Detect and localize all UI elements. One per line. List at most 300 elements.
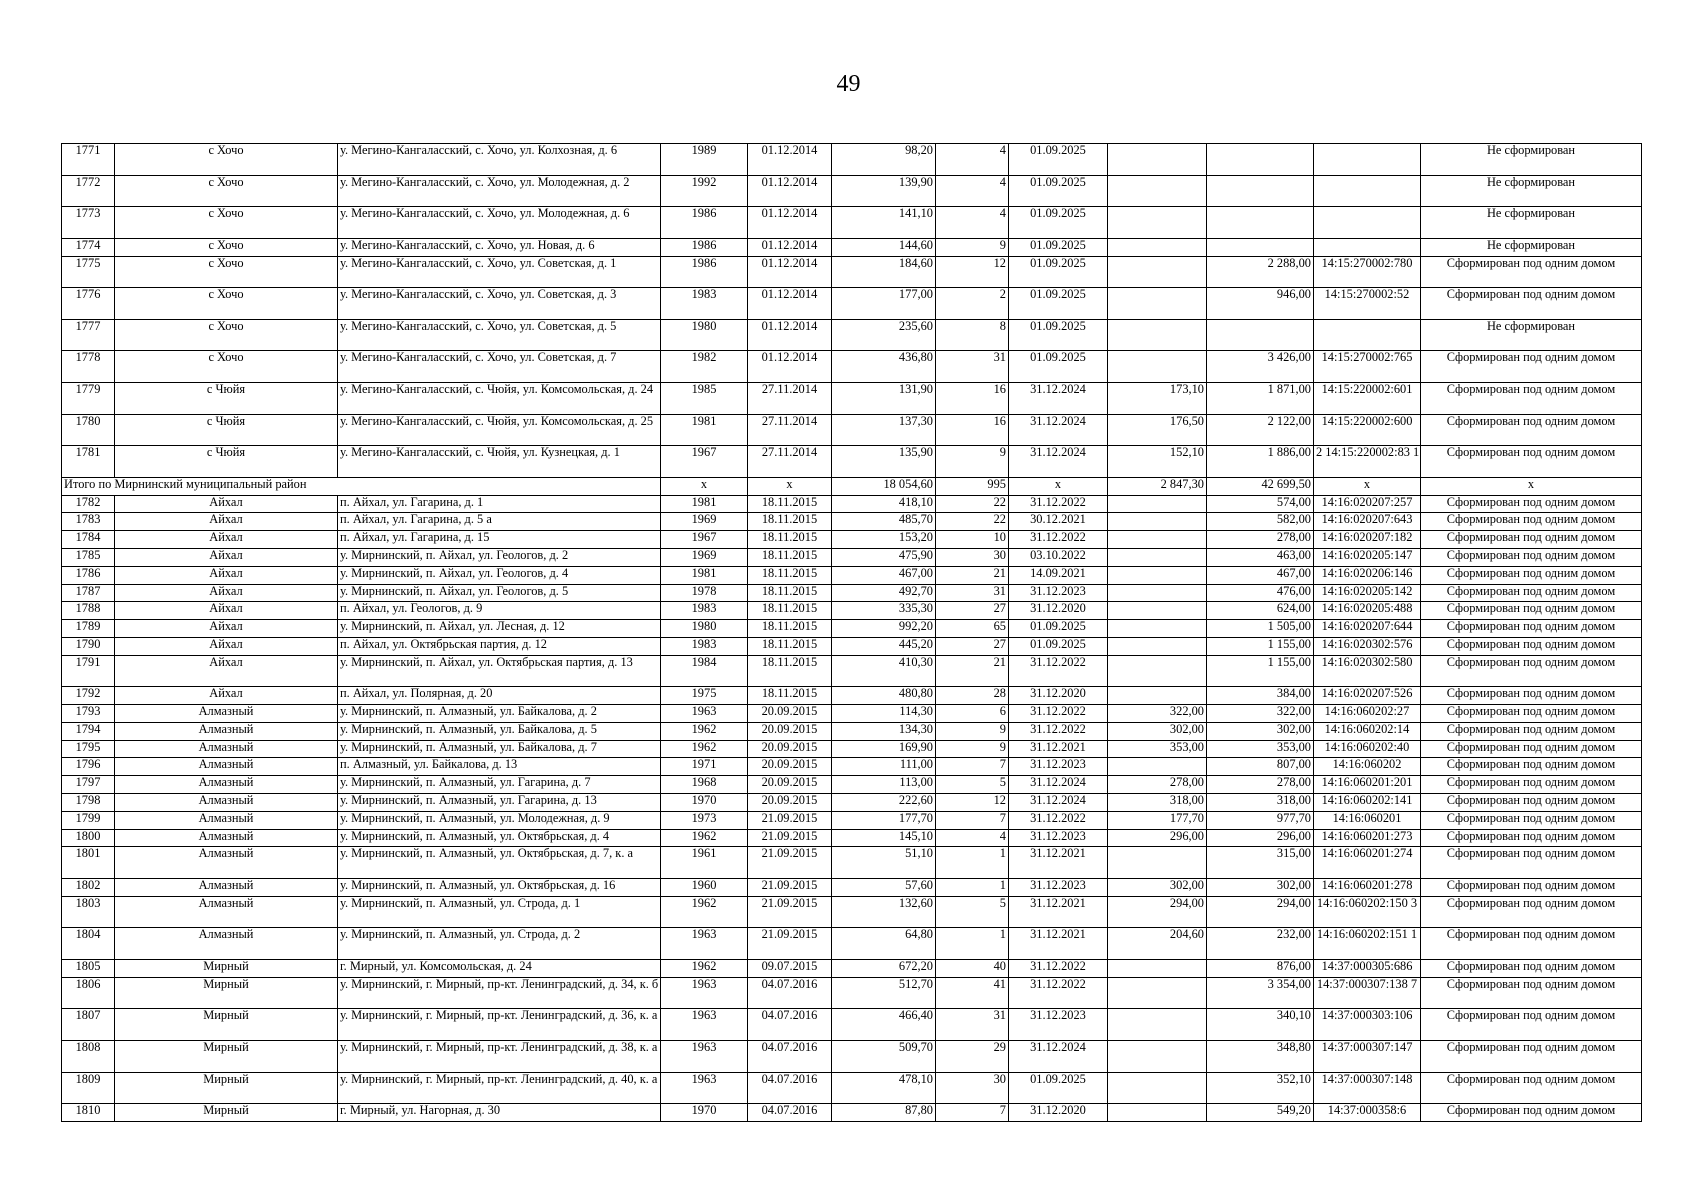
area-cell: 98,20: [832, 144, 936, 176]
status-cell: Сформирован под одним домом: [1421, 896, 1642, 928]
date-cell: 18.11.2015: [748, 620, 832, 638]
cost-cell: 463,00: [1207, 548, 1314, 566]
date-cell: 20.09.2015: [748, 722, 832, 740]
cadastral-number-cell: [1314, 238, 1421, 256]
settlement-cell: Айхал: [115, 548, 338, 566]
status-cell: Сформирован под одним домом: [1421, 1104, 1642, 1122]
land-area-cell: [1108, 495, 1207, 513]
table-row: [62, 687, 1642, 705]
row-number-cell: 1782: [62, 495, 115, 513]
total-cost-cell: 42 699,50: [1207, 477, 1314, 495]
row-number-cell: 1779: [62, 382, 115, 414]
cadastral-number-cell: 14:37:000358:6: [1314, 1104, 1421, 1122]
land-area-cell: [1108, 144, 1207, 176]
address-cell: у. Мегино-Кангаласский, с. Хочо, ул. Советская, д. 1: [338, 256, 661, 288]
table-row: [62, 144, 1642, 176]
date-cell: 20.09.2015: [748, 758, 832, 776]
year-built-cell: 1963: [661, 1041, 748, 1073]
settlement-cell: Айхал: [115, 655, 338, 687]
cost-cell: 549,20: [1207, 1104, 1314, 1122]
year-built-cell: 1986: [661, 207, 748, 239]
year-built-cell: 1962: [661, 829, 748, 847]
cadastral-number-cell: 14:16:060201:274: [1314, 847, 1421, 879]
residents-cell: 30: [936, 1072, 1009, 1104]
cadastral-number-cell: 14:15:270002:765: [1314, 351, 1421, 383]
cadastral-number-cell: 14:16:060202:14: [1314, 722, 1421, 740]
deadline-cell: 31.12.2020: [1009, 602, 1108, 620]
address-cell: у. Мегино-Кангаласский, с. Чюйя, ул. Комсомольская, д. 24: [338, 382, 661, 414]
residents-cell: 16: [936, 382, 1009, 414]
address-cell: п. Айхал, ул. Гагарина, д. 5 а: [338, 513, 661, 531]
land-area-cell: [1108, 584, 1207, 602]
deadline-cell: 31.12.2024: [1009, 382, 1108, 414]
cadastral-number-cell: 14:16:060202: [1314, 758, 1421, 776]
deadline-cell: 01.09.2025: [1009, 207, 1108, 239]
year-built-cell: 1962: [661, 896, 748, 928]
row-number-cell: 1783: [62, 513, 115, 531]
deadline-cell: 31.12.2023: [1009, 584, 1108, 602]
year-built-cell: 1986: [661, 238, 748, 256]
residents-cell: 40: [936, 960, 1009, 978]
year-built-cell: 1963: [661, 1072, 748, 1104]
land-area-cell: 278,00: [1108, 776, 1207, 794]
address-cell: п. Алмазный, ул. Байкалова, д. 13: [338, 758, 661, 776]
cadastral-number-cell: 14:37:000307:138 7: [1314, 977, 1421, 1009]
status-cell: Сформирован под одним домом: [1421, 811, 1642, 829]
table-row: [62, 847, 1642, 879]
row-number-cell: 1784: [62, 531, 115, 549]
status-cell: Сформирован под одним домом: [1421, 584, 1642, 602]
date-cell: 27.11.2014: [748, 414, 832, 446]
land-area-cell: [1108, 175, 1207, 207]
housing-registry-table: [61, 143, 1642, 1122]
status-cell: Сформирован под одним домом: [1421, 722, 1642, 740]
row-number-cell: 1772: [62, 175, 115, 207]
date-cell: 21.09.2015: [748, 811, 832, 829]
residents-cell: 5: [936, 776, 1009, 794]
cadastral-number-cell: 14:37:000307:148: [1314, 1072, 1421, 1104]
cost-cell: 315,00: [1207, 847, 1314, 879]
cost-cell: 582,00: [1207, 513, 1314, 531]
residents-cell: 7: [936, 758, 1009, 776]
cadastral-number-cell: 14:16:060201: [1314, 811, 1421, 829]
total-year-cell: х: [661, 477, 748, 495]
cadastral-number-cell: 14:16:020302:576: [1314, 637, 1421, 655]
deadline-cell: 31.12.2020: [1009, 1104, 1108, 1122]
area-cell: 222,60: [832, 794, 936, 812]
settlement-cell: Айхал: [115, 584, 338, 602]
address-cell: у. Мирнинский, п. Алмазный, ул. Строда, д. 1: [338, 896, 661, 928]
page-number: 49: [836, 71, 861, 97]
residents-cell: 27: [936, 637, 1009, 655]
residents-cell: 22: [936, 495, 1009, 513]
deadline-cell: 01.09.2025: [1009, 256, 1108, 288]
settlement-cell: с Хочо: [115, 351, 338, 383]
deadline-cell: 31.12.2024: [1009, 414, 1108, 446]
total-land-area-cell: 2 847,30: [1108, 477, 1207, 495]
address-cell: у. Мегино-Кангаласский, с. Хочо, ул. Советская, д. 3: [338, 288, 661, 320]
area-cell: 134,30: [832, 722, 936, 740]
table-row: [62, 175, 1642, 207]
area-cell: 131,90: [832, 382, 936, 414]
residents-cell: 21: [936, 566, 1009, 584]
land-area-cell: [1108, 637, 1207, 655]
settlement-cell: Мирный: [115, 1072, 338, 1104]
area-cell: 169,90: [832, 740, 936, 758]
date-cell: 01.12.2014: [748, 319, 832, 351]
cost-cell: 1 155,00: [1207, 637, 1314, 655]
residents-cell: 12: [936, 256, 1009, 288]
total-status-cell: х: [1421, 477, 1642, 495]
year-built-cell: 1983: [661, 637, 748, 655]
date-cell: 18.11.2015: [748, 566, 832, 584]
row-number-cell: 1777: [62, 319, 115, 351]
total-label: Итого по Мирнинский муниципальный район: [62, 477, 661, 495]
cadastral-number-cell: 14:16:020207:182: [1314, 531, 1421, 549]
date-cell: 01.12.2014: [748, 256, 832, 288]
status-cell: Сформирован под одним домом: [1421, 288, 1642, 320]
deadline-cell: 31.12.2020: [1009, 687, 1108, 705]
deadline-cell: 31.12.2022: [1009, 977, 1108, 1009]
cadastral-number-cell: 14:16:020205:147: [1314, 548, 1421, 566]
table-row: [62, 288, 1642, 320]
land-area-cell: [1108, 960, 1207, 978]
date-cell: 18.11.2015: [748, 687, 832, 705]
cadastral-number-cell: 14:16:020302:580: [1314, 655, 1421, 687]
date-cell: 09.07.2015: [748, 960, 832, 978]
year-built-cell: 1971: [661, 758, 748, 776]
residents-cell: 9: [936, 238, 1009, 256]
table-row: [62, 829, 1642, 847]
year-built-cell: 1978: [661, 584, 748, 602]
row-number-cell: 1793: [62, 705, 115, 723]
address-cell: у. Мирнинский, п. Айхал, ул. Геологов, д. 4: [338, 566, 661, 584]
area-cell: 57,60: [832, 879, 936, 897]
status-cell: Сформирован под одним домом: [1421, 847, 1642, 879]
address-cell: у. Мегино-Кангаласский, с. Чюйя, ул. Комсомольская, д. 25: [338, 414, 661, 446]
land-area-cell: [1108, 1041, 1207, 1073]
row-number-cell: 1792: [62, 687, 115, 705]
year-built-cell: 1962: [661, 740, 748, 758]
settlement-cell: Алмазный: [115, 794, 338, 812]
cadastral-number-cell: 2 14:15:220002:83 1: [1314, 446, 1421, 478]
total-cadastral-cell: х: [1314, 477, 1421, 495]
year-built-cell: 1967: [661, 531, 748, 549]
date-cell: 04.07.2016: [748, 977, 832, 1009]
area-cell: 145,10: [832, 829, 936, 847]
cadastral-number-cell: [1314, 319, 1421, 351]
area-cell: 445,20: [832, 637, 936, 655]
status-cell: Сформирован под одним домом: [1421, 1009, 1642, 1041]
area-cell: 475,90: [832, 548, 936, 566]
area-cell: 672,20: [832, 960, 936, 978]
cadastral-number-cell: 14:16:020205:142: [1314, 584, 1421, 602]
area-cell: 436,80: [832, 351, 936, 383]
address-cell: п. Айхал, ул. Геологов, д. 9: [338, 602, 661, 620]
address-cell: у. Мегино-Кангаласский, с. Хочо, ул. Молодежная, д. 6: [338, 207, 661, 239]
row-number-cell: 1780: [62, 414, 115, 446]
table-row: [62, 382, 1642, 414]
status-cell: Сформирован под одним домом: [1421, 495, 1642, 513]
cost-cell: 322,00: [1207, 705, 1314, 723]
table-row: [62, 655, 1642, 687]
area-cell: 992,20: [832, 620, 936, 638]
table-row: [62, 879, 1642, 897]
year-built-cell: 1970: [661, 794, 748, 812]
status-cell: Сформирован под одним домом: [1421, 446, 1642, 478]
table-row: [62, 584, 1642, 602]
status-cell: Сформирован под одним домом: [1421, 740, 1642, 758]
date-cell: 04.07.2016: [748, 1104, 832, 1122]
residents-cell: 10: [936, 531, 1009, 549]
land-area-cell: [1108, 207, 1207, 239]
cost-cell: 476,00: [1207, 584, 1314, 602]
date-cell: 18.11.2015: [748, 513, 832, 531]
address-cell: г. Мирный, ул. Нагорная, д. 30: [338, 1104, 661, 1122]
row-number-cell: 1774: [62, 238, 115, 256]
land-area-cell: 296,00: [1108, 829, 1207, 847]
residents-cell: 2: [936, 288, 1009, 320]
table-row: [62, 740, 1642, 758]
status-cell: Сформирован под одним домом: [1421, 1041, 1642, 1073]
cadastral-number-cell: 14:37:000307:147: [1314, 1041, 1421, 1073]
residents-cell: 5: [936, 896, 1009, 928]
row-number-cell: 1788: [62, 602, 115, 620]
year-built-cell: 1981: [661, 414, 748, 446]
deadline-cell: 03.10.2022: [1009, 548, 1108, 566]
status-cell: Сформирован под одним домом: [1421, 655, 1642, 687]
land-area-cell: [1108, 1072, 1207, 1104]
address-cell: п. Айхал, ул. Гагарина, д. 1: [338, 495, 661, 513]
date-cell: 21.09.2015: [748, 928, 832, 960]
cost-cell: 302,00: [1207, 722, 1314, 740]
settlement-cell: с Чюйя: [115, 446, 338, 478]
date-cell: 21.09.2015: [748, 879, 832, 897]
status-cell: Сформирован под одним домом: [1421, 548, 1642, 566]
table-row: [62, 794, 1642, 812]
year-built-cell: 1981: [661, 495, 748, 513]
deadline-cell: 14.09.2021: [1009, 566, 1108, 584]
settlement-cell: с Хочо: [115, 288, 338, 320]
date-cell: 18.11.2015: [748, 548, 832, 566]
area-cell: 114,30: [832, 705, 936, 723]
deadline-cell: 31.12.2024: [1009, 446, 1108, 478]
cadastral-number-cell: 14:16:060202:151 1: [1314, 928, 1421, 960]
cadastral-number-cell: 14:15:220002:600: [1314, 414, 1421, 446]
land-area-cell: [1108, 620, 1207, 638]
cost-cell: [1207, 319, 1314, 351]
settlement-cell: Алмазный: [115, 928, 338, 960]
date-cell: 18.11.2015: [748, 584, 832, 602]
table-row: [62, 351, 1642, 383]
row-number-cell: 1794: [62, 722, 115, 740]
land-area-cell: 177,70: [1108, 811, 1207, 829]
land-area-cell: [1108, 655, 1207, 687]
cadastral-number-cell: 14:16:020206:146: [1314, 566, 1421, 584]
deadline-cell: 31.12.2024: [1009, 794, 1108, 812]
cadastral-number-cell: 14:16:060202:150 3: [1314, 896, 1421, 928]
row-number-cell: 1778: [62, 351, 115, 383]
deadline-cell: 30.12.2021: [1009, 513, 1108, 531]
residents-cell: 12: [936, 794, 1009, 812]
table-row: [62, 414, 1642, 446]
settlement-cell: Айхал: [115, 513, 338, 531]
deadline-cell: 31.12.2022: [1009, 811, 1108, 829]
residents-cell: 29: [936, 1041, 1009, 1073]
cost-cell: 574,00: [1207, 495, 1314, 513]
residents-cell: 1: [936, 928, 1009, 960]
year-built-cell: 1984: [661, 655, 748, 687]
deadline-cell: 31.12.2022: [1009, 655, 1108, 687]
date-cell: 27.11.2014: [748, 446, 832, 478]
table-row: [62, 548, 1642, 566]
total-deadline-cell: х: [1009, 477, 1108, 495]
residents-cell: 31: [936, 584, 1009, 602]
land-area-cell: 322,00: [1108, 705, 1207, 723]
date-cell: 20.09.2015: [748, 705, 832, 723]
table-row: [62, 446, 1642, 478]
row-number-cell: 1801: [62, 847, 115, 879]
address-cell: у. Мирнинский, п. Алмазный, ул. Строда, д. 2: [338, 928, 661, 960]
deadline-cell: 01.09.2025: [1009, 144, 1108, 176]
settlement-cell: с Хочо: [115, 238, 338, 256]
row-number-cell: 1785: [62, 548, 115, 566]
deadline-cell: 01.09.2025: [1009, 351, 1108, 383]
row-number-cell: 1795: [62, 740, 115, 758]
area-cell: 113,00: [832, 776, 936, 794]
residents-cell: 16: [936, 414, 1009, 446]
residents-cell: 4: [936, 175, 1009, 207]
deadline-cell: 31.12.2021: [1009, 847, 1108, 879]
cadastral-number-cell: 14:16:020207:644: [1314, 620, 1421, 638]
area-cell: 153,20: [832, 531, 936, 549]
settlement-cell: с Хочо: [115, 144, 338, 176]
cost-cell: 946,00: [1207, 288, 1314, 320]
cadastral-number-cell: 14:16:060201:278: [1314, 879, 1421, 897]
settlement-cell: Мирный: [115, 977, 338, 1009]
table-row: [62, 256, 1642, 288]
deadline-cell: 31.12.2024: [1009, 776, 1108, 794]
cost-cell: [1207, 175, 1314, 207]
residents-cell: 21: [936, 655, 1009, 687]
date-cell: 18.11.2015: [748, 602, 832, 620]
deadline-cell: 01.09.2025: [1009, 238, 1108, 256]
cadastral-number-cell: 14:37:000305:686: [1314, 960, 1421, 978]
table-row: [62, 495, 1642, 513]
year-built-cell: 1963: [661, 928, 748, 960]
land-area-cell: 294,00: [1108, 896, 1207, 928]
row-number-cell: 1775: [62, 256, 115, 288]
residents-cell: 9: [936, 740, 1009, 758]
date-cell: 01.12.2014: [748, 144, 832, 176]
deadline-cell: 31.12.2023: [1009, 829, 1108, 847]
area-cell: 177,00: [832, 288, 936, 320]
status-cell: Сформирован под одним домом: [1421, 879, 1642, 897]
address-cell: у. Мегино-Кангаласский, с. Хочо, ул. Колхозная, д. 6: [338, 144, 661, 176]
table-row: [62, 1072, 1642, 1104]
cost-cell: 352,10: [1207, 1072, 1314, 1104]
land-area-cell: [1108, 513, 1207, 531]
year-built-cell: 1969: [661, 513, 748, 531]
address-cell: у. Мирнинский, п. Алмазный, ул. Байкалова, д. 5: [338, 722, 661, 740]
date-cell: 01.12.2014: [748, 175, 832, 207]
date-cell: 04.07.2016: [748, 1009, 832, 1041]
row-number-cell: 1808: [62, 1041, 115, 1073]
year-built-cell: 1960: [661, 879, 748, 897]
address-cell: у. Мирнинский, п. Айхал, ул. Октябрьская партия, д. 13: [338, 655, 661, 687]
status-cell: Сформирован под одним домом: [1421, 620, 1642, 638]
deadline-cell: 31.12.2022: [1009, 495, 1108, 513]
cadastral-number-cell: 14:16:060202:27: [1314, 705, 1421, 723]
row-number-cell: 1805: [62, 960, 115, 978]
settlement-cell: Айхал: [115, 495, 338, 513]
land-area-cell: [1108, 758, 1207, 776]
settlement-cell: Мирный: [115, 1041, 338, 1073]
deadline-cell: 31.12.2023: [1009, 879, 1108, 897]
settlement-cell: Айхал: [115, 531, 338, 549]
cadastral-number-cell: 14:16:060201:201: [1314, 776, 1421, 794]
residents-cell: 27: [936, 602, 1009, 620]
address-cell: у. Мегино-Кангаласский, с. Хочо, ул. Советская, д. 5: [338, 319, 661, 351]
status-cell: Сформирован под одним домом: [1421, 687, 1642, 705]
table-row: [62, 238, 1642, 256]
cadastral-number-cell: 14:16:060201:273: [1314, 829, 1421, 847]
address-cell: у. Мирнинский, г. Мирный, пр-кт. Ленинградский, д. 36, к. а: [338, 1009, 661, 1041]
status-cell: Сформирован под одним домом: [1421, 928, 1642, 960]
address-cell: у. Мирнинский, п. Алмазный, ул. Гагарина, д. 13: [338, 794, 661, 812]
year-built-cell: 1992: [661, 175, 748, 207]
row-number-cell: 1791: [62, 655, 115, 687]
row-number-cell: 1802: [62, 879, 115, 897]
date-cell: 21.09.2015: [748, 896, 832, 928]
area-cell: 478,10: [832, 1072, 936, 1104]
date-cell: 18.11.2015: [748, 655, 832, 687]
land-area-cell: [1108, 288, 1207, 320]
cost-cell: 318,00: [1207, 794, 1314, 812]
year-built-cell: 1969: [661, 548, 748, 566]
settlement-cell: Алмазный: [115, 776, 338, 794]
table-row: [62, 566, 1642, 584]
deadline-cell: 01.09.2025: [1009, 620, 1108, 638]
settlement-cell: Мирный: [115, 960, 338, 978]
land-area-cell: [1108, 847, 1207, 879]
year-built-cell: 1968: [661, 776, 748, 794]
residents-cell: 7: [936, 1104, 1009, 1122]
address-cell: у. Мирнинский, п. Алмазный, ул. Октябрьская, д. 16: [338, 879, 661, 897]
date-cell: 01.12.2014: [748, 238, 832, 256]
residents-cell: 28: [936, 687, 1009, 705]
address-cell: у. Мегино-Кангаласский, с. Хочо, ул. Новая, д. 6: [338, 238, 661, 256]
row-number-cell: 1809: [62, 1072, 115, 1104]
area-cell: 485,70: [832, 513, 936, 531]
area-cell: 64,80: [832, 928, 936, 960]
status-cell: Сформирован под одним домом: [1421, 1072, 1642, 1104]
cost-cell: 467,00: [1207, 566, 1314, 584]
cost-cell: 3 354,00: [1207, 977, 1314, 1009]
deadline-cell: 31.12.2023: [1009, 1009, 1108, 1041]
status-cell: Сформирован под одним домом: [1421, 256, 1642, 288]
land-area-cell: [1108, 977, 1207, 1009]
cost-cell: [1207, 207, 1314, 239]
deadline-cell: 31.12.2021: [1009, 740, 1108, 758]
table-row: [62, 1041, 1642, 1073]
table-row: [62, 811, 1642, 829]
date-cell: 18.11.2015: [748, 531, 832, 549]
row-number-cell: 1789: [62, 620, 115, 638]
date-cell: 20.09.2015: [748, 794, 832, 812]
residents-cell: 4: [936, 829, 1009, 847]
deadline-cell: 31.12.2023: [1009, 758, 1108, 776]
